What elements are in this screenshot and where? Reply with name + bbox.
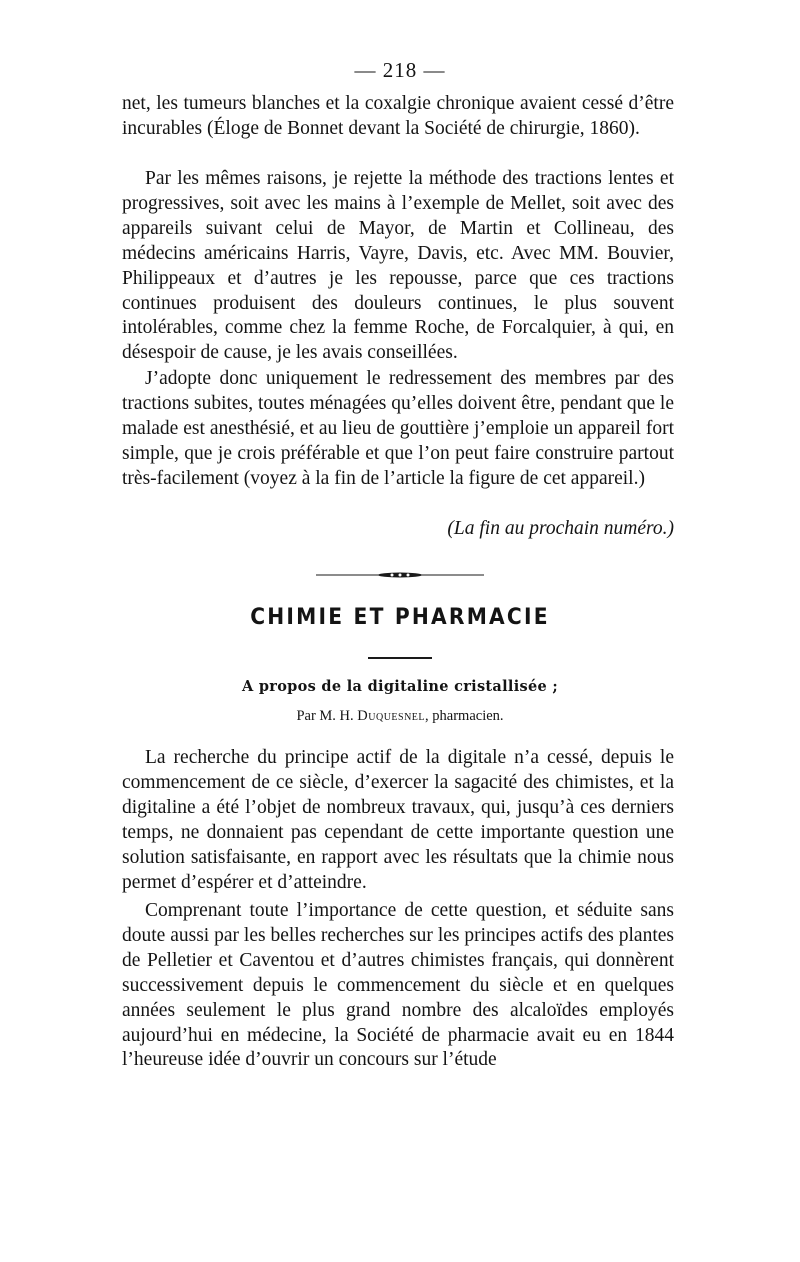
- title-rule: [368, 657, 432, 659]
- continuation-paragraph: net, les tumeurs blanches et la coxalgie chronique avaient cessé d’être incurables (Éloge de Bonnet devant la Société de chirurgie, 1860).: [122, 93, 674, 139]
- article-paragraph: La recherche du principe actif de la digitale n’a cessé, depuis le commencement de ce siècle, d’exercer la sagacité des chimistes, et la digitaline a été l’objet de nombreux travaux, qui, jusqu’à ces derniers temps, ne donnaient pas cependant de cette importante question une solution satisfaisante, en rapport avec les résultats que la chimie nous permet d’espérer et d’atteindre.: [122, 747, 674, 893]
- section-title: CHIMIE ET PHARMACIE: [250, 605, 550, 630]
- byline: [0, 708, 800, 725]
- article-title: A propos de la digitaline cristallisée ;: [241, 678, 559, 695]
- continuation-note: (La fin au prochain numéro.): [447, 518, 674, 539]
- byline-prefix: Par M. H.: [296, 708, 354, 724]
- page-number: — 218 —: [354, 58, 446, 82]
- byline-author: Duquesnel: [357, 708, 426, 724]
- continuation-paragraph: Par les mêmes raisons, je rejette la méthode des tractions lentes et progressives, soit avec les mains à l’exemple de Mellet, soit avec des appareils suivant celui de Mayor, de Martin et Collineau, des médecins américains Harris, Vayre, Davis, etc. Avec MM. Bouvier, Philippeaux et d’autres je les repousse, parce que ces tractions continues produisent des douleurs continues, le plus souvent intolérables, comme chez la femme Roche, de Forcalquier, à qui, en désespoir de cause, je les avais conseillées.: [122, 168, 674, 364]
- continuation-paragraph: J’adopte donc uniquement le redressement des membres par des tractions subites, toutes ménagées qu’elles doivent être, pendant que le malade est anesthésié, et au lieu de gouttière j’emploie un appareil fort simple, que je crois préférable et que l’on peut faire construire partout très-facilement (voyez à la fin de l’article la figure de cet appareil.): [122, 368, 674, 489]
- byline-suffix: , pharmacien.: [425, 708, 504, 724]
- article-paragraph: Comprenant toute l’importance de cette question, et séduite sans doute aussi par les belles recherches sur les principes actifs des plantes de Pelletier et Caventou et d’autres chimistes français, qui donnèrent successivement depuis le commencement du siècle et en quelques années seulement le plus grand nombre des alcaloïdes employés aujourd’hui en médecine, la Société de pharmacie avait eu en 1844 l’heureuse idée d’ouvrir un concours sur l’étude: [122, 900, 674, 1071]
- ornament-divider: [316, 572, 484, 578]
